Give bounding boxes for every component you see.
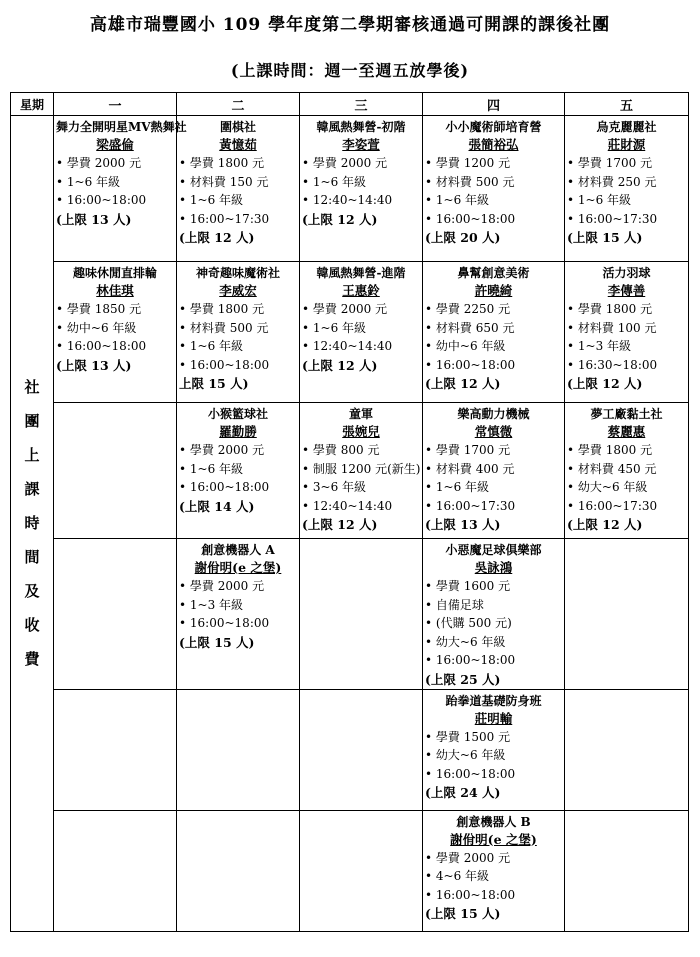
club-details: [425, 300, 562, 374]
club-details: [302, 441, 420, 515]
club-detail-item: • 16:00~17:30: [425, 497, 562, 516]
table-header-row: [11, 93, 689, 116]
club-detail-item: • 16:00~18:00: [179, 356, 297, 375]
club-detail-item: • 16:30~18:00: [567, 356, 686, 375]
club-teacher: 林佳琪: [96, 283, 134, 298]
club-detail-item: • 1~6 年級: [425, 478, 562, 497]
club-detail-item: • 幼大~6 年級: [567, 478, 686, 497]
club-capacity: (上限 13 人): [56, 211, 132, 227]
side-label-char: 課: [24, 480, 40, 499]
club-entry: [423, 403, 564, 534]
club-capacity: (上限 12 人): [567, 376, 643, 391]
weekday-wed: 三: [300, 93, 423, 116]
club-details: [56, 154, 174, 210]
club-detail-item: • 16:00~18:00: [425, 210, 562, 229]
club-cell: [300, 539, 423, 690]
club-details: [567, 154, 686, 228]
club-name: 創意機器人 A: [201, 543, 275, 557]
club-schedule-table: [10, 92, 689, 932]
club-detail-item: • 材料費 500 元: [425, 173, 562, 192]
club-entry: [177, 403, 299, 516]
club-teacher: 吳詠鴻: [474, 560, 513, 575]
club-entry: [565, 262, 688, 393]
club-detail-item: • 1~3 年級: [567, 337, 686, 356]
club-capacity: (上限 25 人): [425, 671, 501, 687]
club-cell: [300, 810, 423, 931]
club-cell: [300, 403, 423, 539]
club-details: [567, 441, 686, 515]
club-name: 跆拳道基礎防身班: [445, 693, 542, 708]
table-row: [11, 689, 689, 810]
club-detail-item: • 材料費 400 元: [425, 460, 562, 479]
club-detail-item: • 學費 1800 元: [567, 441, 686, 460]
club-cell: [300, 116, 423, 262]
club-detail-item: • 幼中~6 年級: [425, 337, 562, 356]
weekday-fri: 五: [565, 93, 689, 116]
club-details: [425, 577, 562, 670]
side-label-char: 社: [24, 378, 40, 397]
club-cell: [177, 403, 300, 539]
club-detail-item: • 幼中~6 年級: [56, 319, 174, 338]
club-capacity: (上限 13 人): [56, 357, 132, 373]
club-entry: [423, 262, 564, 393]
club-detail-item: • 16:00~17:30: [567, 497, 686, 516]
club-detail-item: • 學費 1500 元: [425, 728, 562, 747]
club-entry: [54, 116, 187, 229]
document-subtitle: (上課時間：週一至週五放學後): [230, 61, 470, 80]
club-capacity: (上限 12 人): [567, 517, 643, 532]
table-row: [11, 403, 689, 539]
club-detail-item: • 4~6 年級: [425, 867, 562, 886]
club-teacher: 李姿萱: [342, 137, 380, 152]
club-entry: [423, 116, 564, 247]
table-row: [11, 262, 689, 403]
weekday-header-label: 星期: [11, 93, 54, 116]
club-detail-item: • 16:00~17:30: [567, 210, 686, 229]
club-name: 童軍: [348, 407, 373, 421]
club-detail-item: • 16:00~18:00: [425, 651, 562, 670]
club-teacher: 謝佾明(e 之堡): [194, 560, 282, 575]
club-cell: [565, 539, 689, 690]
club-name: 舞力全開明星MV熱舞社: [56, 120, 187, 134]
club-detail-item: • 材料費 450 元: [567, 460, 686, 479]
club-capacity: (上限 15 人): [567, 230, 643, 245]
club-capacity: (上限 15 人): [425, 906, 501, 921]
club-details: [179, 154, 297, 228]
club-cell: [423, 539, 565, 690]
club-detail-item: • 自備足球: [425, 596, 562, 615]
club-cell: [565, 403, 689, 539]
club-cell: [54, 810, 177, 931]
club-cell: [565, 116, 689, 262]
club-entry: [423, 539, 564, 689]
club-cell: [177, 262, 300, 403]
club-detail-item: • 16:00~18:00: [179, 478, 297, 497]
table-row: [11, 810, 689, 931]
club-cell: [177, 539, 300, 690]
club-detail-item: • 學費 1700 元: [425, 441, 562, 460]
club-capacity: (上限 12 人): [302, 211, 378, 227]
club-detail-item: • 12:40~14:40: [302, 337, 420, 356]
club-entry: [565, 116, 688, 247]
club-detail-item: • 1~6 年級: [567, 191, 686, 210]
club-detail-item: • 1~6 年級: [302, 319, 420, 338]
club-detail-item: • 3~6 年級: [302, 478, 420, 497]
club-name: 鼻幫創意美術: [457, 266, 530, 280]
club-detail-item: • 材料費 650 元: [425, 319, 562, 338]
club-teacher: 常慎微: [474, 424, 513, 439]
club-cell: [423, 262, 565, 403]
club-name: 活力羽球: [602, 266, 651, 280]
club-entry: [300, 262, 422, 375]
club-detail-item: • 學費 1200 元: [425, 154, 562, 173]
club-detail-item: • 16:00~18:00: [425, 356, 562, 375]
club-entry: [565, 403, 688, 534]
club-teacher: 李傳善: [607, 283, 646, 298]
club-cell: [423, 689, 565, 810]
club-capacity: (上限 14 人): [179, 498, 255, 514]
club-detail-item: • 材料費 250 元: [567, 173, 686, 192]
club-detail-item: • 材料費 100 元: [567, 319, 686, 338]
side-label-char: 及: [24, 582, 40, 601]
club-teacher: 莊明輸: [474, 710, 513, 726]
club-details: [179, 441, 297, 497]
club-detail-item: • 學費 1800 元: [179, 300, 297, 319]
club-detail-item: • 學費 2000 元: [302, 154, 420, 173]
club-detail-item: • 學費 2000 元: [425, 849, 562, 868]
club-entry: [300, 116, 422, 229]
club-capacity: (上限 12 人): [302, 517, 378, 532]
club-detail-item: • 學費 1600 元: [425, 577, 562, 596]
club-detail-item: • 16:00~18:00: [56, 191, 174, 210]
side-label: [11, 116, 54, 932]
club-details: [425, 728, 562, 784]
weekday-tue: 二: [177, 93, 300, 116]
club-name: 烏克麗麗社: [596, 120, 657, 134]
club-cell: [423, 810, 565, 931]
club-detail-item: • 12:40~14:40: [302, 191, 420, 210]
club-cell: [54, 403, 177, 539]
document-title: 高雄市瑞豐國小 109 學年度第二學期審核通過可開課的課後社團: [89, 15, 611, 35]
club-teacher: 王惠鈴: [342, 283, 380, 298]
club-details: [179, 300, 297, 374]
club-detail-item: • 1~6 年級: [425, 191, 562, 210]
club-detail-item: • 1~3 年級: [179, 596, 297, 615]
club-detail-item: • 學費 1800 元: [179, 154, 297, 173]
club-entry: [177, 539, 299, 652]
club-cell: [54, 116, 187, 262]
club-detail-item: • 學費 1800 元: [567, 300, 686, 319]
club-entry: [423, 690, 564, 803]
side-label-char: 收: [24, 616, 40, 635]
club-details: [179, 577, 297, 633]
side-label-char: 時: [24, 514, 40, 533]
club-entry: [177, 262, 299, 393]
club-detail-item: • 制服 1200 元(新生): [302, 460, 420, 479]
club-detail-item: • 學費 800 元: [302, 441, 420, 460]
club-detail-item: • 材料費 500 元: [179, 319, 297, 338]
club-detail-item: • 材料費 150 元: [179, 173, 297, 192]
club-name: 韓風熱舞營-進階: [316, 266, 406, 280]
club-cell: [300, 689, 423, 810]
club-name: 小惡魔足球俱樂部: [445, 543, 542, 557]
club-entry: [300, 403, 422, 534]
club-detail-item: • 16:00~18:00: [425, 765, 562, 784]
club-capacity: (上限 12 人): [302, 357, 378, 373]
club-detail-item: • 16:00~18:00: [56, 337, 174, 356]
club-teacher: 莊財源: [607, 137, 646, 152]
club-cell: [177, 116, 300, 262]
club-details: [425, 441, 562, 515]
club-entry: [177, 116, 299, 247]
club-name: 樂高動力機械: [457, 407, 530, 421]
club-detail-item: • 學費 2250 元: [425, 300, 562, 319]
club-cell: [54, 262, 177, 403]
club-cell: [54, 539, 177, 690]
club-cell: [54, 689, 177, 810]
club-details: [425, 849, 562, 905]
club-capacity: (上限 12 人): [179, 230, 255, 245]
club-cell: [565, 262, 689, 403]
club-detail-item: • 16:00~18:00: [179, 614, 297, 633]
club-entry: [54, 262, 176, 375]
club-capacity: (上限 13 人): [425, 517, 501, 532]
club-details: [302, 300, 420, 356]
club-details: [302, 154, 420, 210]
club-capacity: 上限 15 人): [179, 376, 249, 391]
club-name: 創意機器人 B: [456, 814, 531, 829]
club-teacher: 黃憶茹: [219, 137, 257, 152]
club-detail-item: • 1~6 年級: [56, 173, 174, 192]
club-name: 小猴籃球社: [207, 407, 268, 421]
club-detail-item: • 學費 2000 元: [179, 441, 297, 460]
club-detail-item: • 16:00~17:30: [179, 210, 297, 229]
club-detail-item: • 學費 2000 元: [56, 154, 174, 173]
weekday-mon: 一: [54, 93, 177, 116]
club-name: 神奇趣味魔術社: [195, 266, 280, 280]
club-name: 小小魔術師培育營: [445, 120, 542, 134]
club-name: 圍棋社: [219, 120, 256, 134]
club-name: 夢工廠黏土社: [590, 407, 663, 421]
club-detail-item: • 學費 1700 元: [567, 154, 686, 173]
club-detail-item: • 12:40~14:40: [302, 497, 420, 516]
table-row: [11, 539, 689, 690]
weekday-thu: 四: [423, 93, 565, 116]
bottom-cutoff: [0, 943, 700, 957]
club-cell: [565, 689, 689, 810]
club-teacher: 張婉兒: [342, 424, 380, 439]
club-detail-item: • 1~6 年級: [179, 337, 297, 356]
club-cell: [177, 689, 300, 810]
club-detail-item: • 學費 1850 元: [56, 300, 174, 319]
club-details: [567, 300, 686, 374]
club-capacity: (上限 24 人): [425, 785, 501, 800]
club-detail-item: • 1~6 年級: [302, 173, 420, 192]
club-teacher: 張簡裕弘: [468, 137, 519, 152]
club-details: [56, 300, 174, 356]
club-entry: [423, 811, 564, 924]
club-teacher: 梁盛倫: [96, 137, 134, 152]
club-cell: [423, 116, 565, 262]
club-detail-item: • 學費 2000 元: [179, 577, 297, 596]
club-teacher: 李威宏: [219, 283, 257, 298]
club-cell: [423, 403, 565, 539]
club-detail-item: • 幼大~6 年級: [425, 746, 562, 765]
club-detail-item: • (代購 500 元): [425, 614, 562, 633]
club-teacher: 羅勤勝: [219, 424, 257, 439]
club-cell: [565, 810, 689, 931]
club-detail-item: • 學費 2000 元: [302, 300, 420, 319]
club-capacity: (上限 12 人): [425, 376, 501, 391]
side-label-char: 費: [24, 650, 40, 669]
club-detail-item: • 16:00~18:00: [425, 886, 562, 905]
club-teacher: 蔡麗惠: [607, 424, 646, 439]
club-teacher: 謝佾明(e 之堡): [450, 831, 537, 847]
club-detail-item: • 1~6 年級: [179, 191, 297, 210]
club-capacity: (上限 15 人): [179, 634, 255, 650]
club-details: [425, 154, 562, 228]
side-label-char: 團: [24, 412, 40, 431]
club-detail-item: • 1~6 年級: [179, 460, 297, 479]
table-row: [11, 116, 689, 262]
club-teacher: 許曉綺: [474, 283, 513, 298]
club-detail-item: • 幼大~6 年級: [425, 633, 562, 652]
club-name: 韓風熱舞營-初階: [316, 120, 406, 134]
club-cell: [300, 262, 423, 403]
club-cell: [177, 810, 300, 931]
side-label-char: 間: [24, 548, 40, 567]
side-label-char: 上: [24, 446, 40, 465]
club-name: 趣味休閒直排輪: [72, 266, 157, 280]
club-capacity: (上限 20 人): [425, 230, 501, 245]
